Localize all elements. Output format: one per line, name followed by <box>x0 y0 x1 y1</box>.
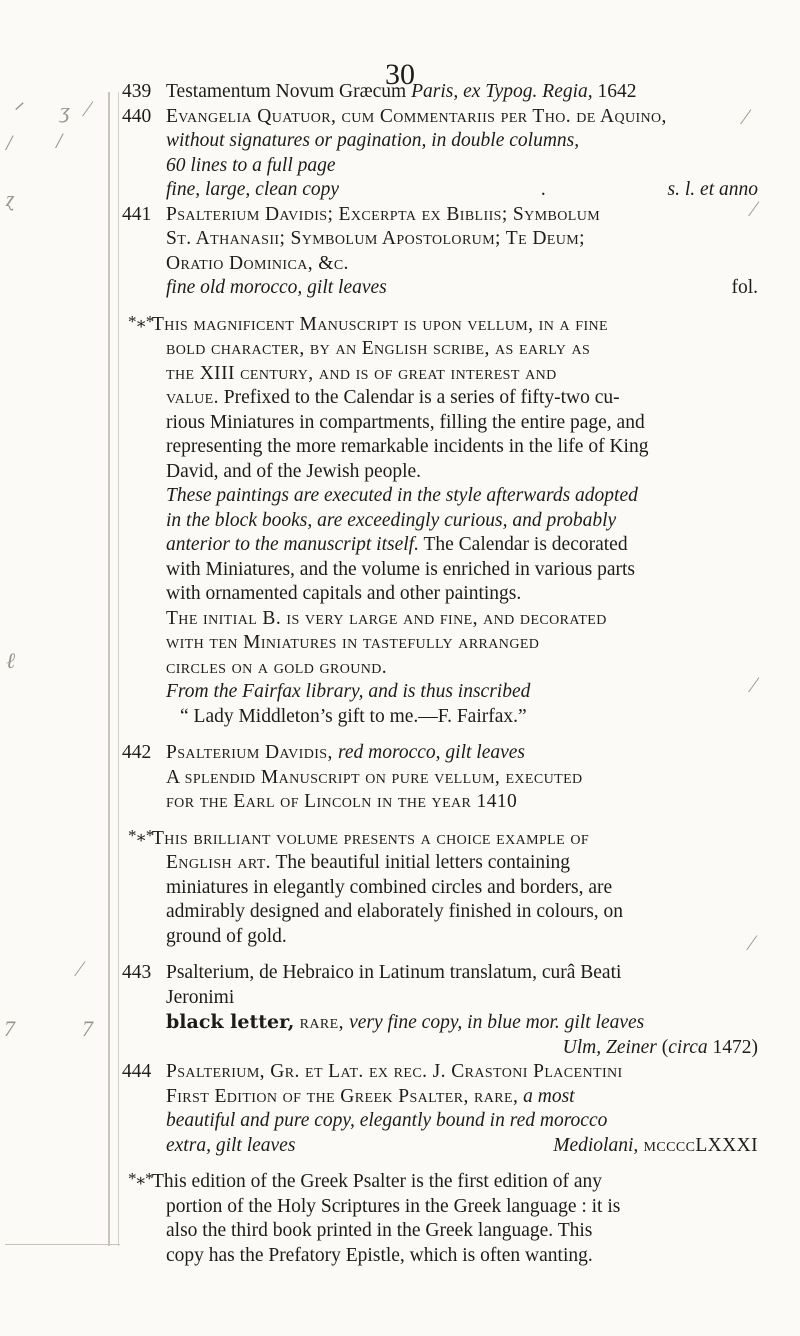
lot-number: 439 <box>122 81 152 102</box>
entry-imprint: extra, gilt leaves Mediolani, mccccLXXXI <box>166 1134 758 1156</box>
note-line: circles on a gold ground. <box>166 656 388 678</box>
entry-condition: fine old morocco, gilt leaves fol. <box>166 277 758 298</box>
pencil-mark-icon: ⁄ <box>744 104 748 129</box>
pencil-mark-icon: ⁄ <box>78 956 82 981</box>
pencil-mark-icon: 7 <box>82 1016 93 1041</box>
pencil-mark-icon: ⁄ <box>752 196 756 221</box>
margin-rule <box>118 92 119 1246</box>
lot-number: 440 <box>122 105 152 127</box>
note-line: miniatures in elegantly combined circles and borders, are <box>166 876 613 898</box>
entry-description: for the Earl of Lincoln in the year 1410 <box>166 791 518 812</box>
note-line: representing the more remarkable incidents in the life of King <box>166 436 649 457</box>
margin-rule <box>5 1244 120 1245</box>
entry-condition: fine, large, clean copy . s. l. et anno <box>166 179 758 200</box>
entry-441 <box>122 203 766 228</box>
entry-title: Psalterium, Gr. et Lat. ex rec. J. Crastoni Placentini <box>166 1061 623 1082</box>
asterism-icon: *⁎* <box>128 825 155 845</box>
note-line: rious Miniatures in compartments, filling the entire page, and <box>166 411 645 433</box>
inscription-quote: “ Lady Middleton’s gift to me.—F. Fairfax.” <box>180 705 527 727</box>
note-line: value. Prefixed to the Calendar is a series of fifty-two cu- <box>166 387 620 408</box>
margin-rule <box>108 92 110 1246</box>
entry-description: Jeronimi <box>166 986 235 1008</box>
note-line: in the block books, are exceedingly curious, and probably <box>166 509 617 531</box>
note-line: also the third book printed in the Greek language. This <box>166 1220 593 1241</box>
entry-title: Evangelia Quatuor, cum Commentariis per Tho. de Aquino, <box>166 105 667 127</box>
pencil-mark-icon: ⁄ <box>86 96 90 121</box>
entry-444 <box>122 1060 766 1085</box>
entry-description: A splendid Manuscript on pure vellum, executed <box>166 766 583 788</box>
note-line: ground of gold. <box>166 925 287 947</box>
pencil-mark-icon: ᐟ <box>12 98 22 123</box>
note-line: with ten Miniatures in tastefully arranged <box>166 632 540 653</box>
lot-number: 443 <box>122 962 152 983</box>
note: *⁎* This brilliant volume presents a choice example of <box>128 825 590 849</box>
note-line: The initial B. is very large and fine, and decorated <box>166 607 607 629</box>
entry-description: Oratio Dominica, &c. <box>166 252 349 274</box>
entry-description: without signatures or pagination, in double columns, <box>166 130 580 151</box>
entry-title: Testamentum Novum Græcum Paris, ex Typog. Regia, 1642 <box>166 81 637 102</box>
entry-title: Psalterium, de Hebraico in Latinum translatum, curâ Beati <box>166 962 622 983</box>
note-line: copy has the Prefatory Epistle, which is often wanting. <box>166 1244 593 1266</box>
pencil-mark-icon: / <box>6 130 13 155</box>
pencil-mark-icon: ⁄ <box>750 930 754 955</box>
note-line: English art. The beautiful initial letters containing <box>166 852 571 873</box>
entry-description: First Edition of the Greek Psalter, rare, a most <box>166 1085 575 1107</box>
entry-description: St. Athanasii; Symbolum Apostolorum; Te Deum; <box>166 228 585 249</box>
entry-442 <box>122 741 766 766</box>
note: *⁎* This magnificent Manuscript is upon vellum, in a fine <box>128 311 609 335</box>
asterism-icon: *⁎* <box>128 311 155 331</box>
pencil-mark-icon: / <box>56 128 63 153</box>
lot-number: 444 <box>122 1061 152 1082</box>
note-line: with ornamented capitals and other paintings. <box>166 583 522 604</box>
entry-439 <box>122 80 766 105</box>
note: *⁎* This edition of the Greek Psalter is the first edition of any <box>128 1169 603 1192</box>
entry-443 <box>122 961 766 986</box>
entry-title: Psalterium Davidis; Excerpta ex Bibliis; Symbolum <box>166 203 601 225</box>
note-line: David, and of the Jewish people. <box>166 460 422 482</box>
note-line: These paintings are executed in the style afterwards adopted <box>166 485 638 506</box>
page-number: 30 <box>385 58 415 91</box>
entry-description: beautiful and pure copy, elegantly bound in red morocco <box>166 1110 608 1131</box>
note-line: admirably designed and elaborately finished in colours, on <box>166 901 624 922</box>
catalogue-page <box>122 80 766 1268</box>
pencil-mark-icon: 7 <box>4 1016 15 1041</box>
entry-imprint: Ulm, Zeiner (circa 1472) <box>562 1036 758 1058</box>
entry-condition: black letter, rare, very fine copy, in blue mor. gilt leaves <box>166 1011 645 1033</box>
lot-number: 441 <box>122 203 152 225</box>
pencil-mark-icon: ɀ <box>6 186 15 211</box>
note-line: bold character, by an English scribe, as early as <box>166 338 591 359</box>
entry-440 <box>122 105 766 130</box>
entry-title: Psalterium Davidis, red morocco, gilt leaves <box>166 742 526 763</box>
note-line: the XIII century, and is of great interest and <box>166 362 557 384</box>
pencil-mark-icon: ʒ <box>60 98 70 123</box>
asterism-icon: *⁎* <box>128 1169 154 1188</box>
entry-description: 60 lines to a full page <box>166 154 336 176</box>
lot-number: 442 <box>122 742 152 763</box>
pencil-mark-icon: ⁄ <box>752 672 756 697</box>
note-line: with Miniatures, and the volume is enriched in various parts <box>166 558 635 580</box>
note-line: portion of the Holy Scriptures in the Greek language : it is <box>166 1195 621 1217</box>
note-line: anterior to the manuscript itself. The Calendar is decorated <box>166 534 628 555</box>
provenance-line: From the Fairfax library, and is thus inscribed <box>166 681 531 702</box>
pencil-mark-icon: ℓ <box>6 648 16 673</box>
